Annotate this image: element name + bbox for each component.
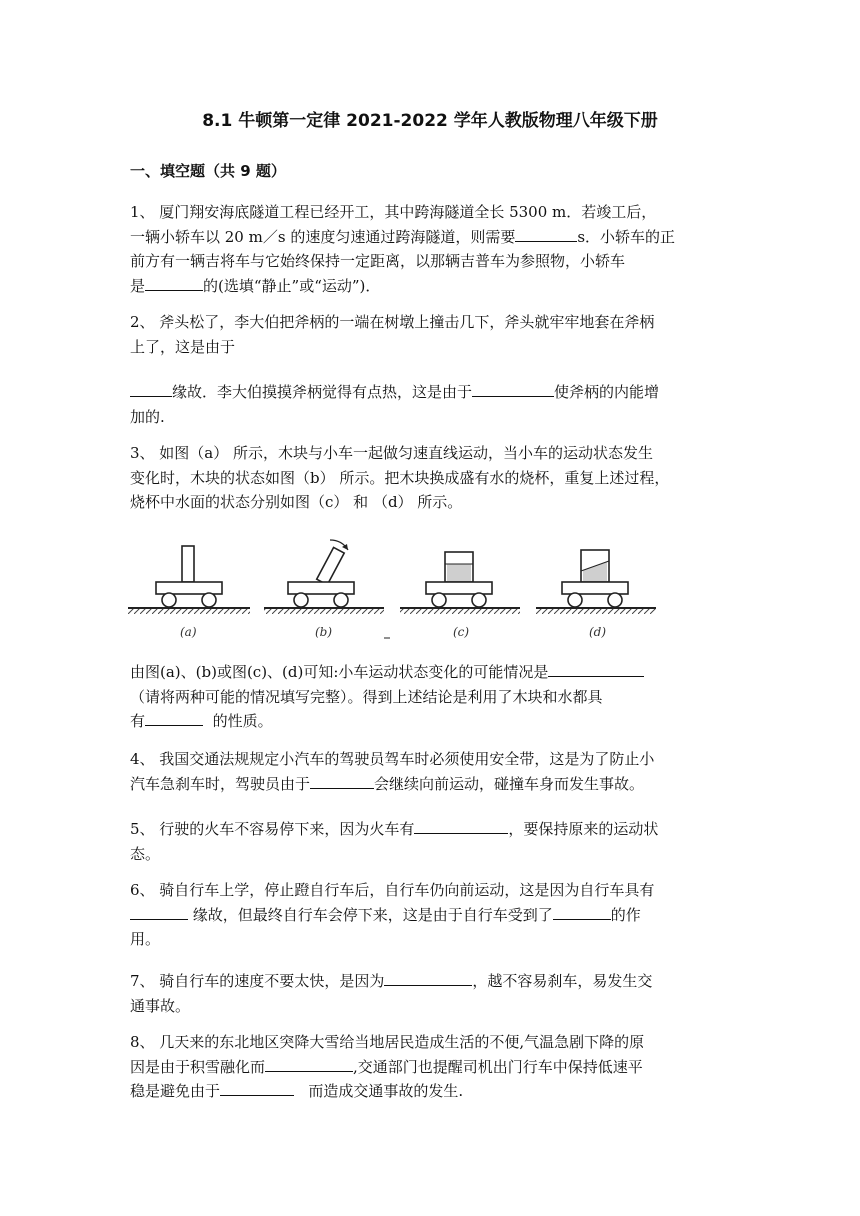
answer-blank[interactable]	[220, 1079, 294, 1096]
figure-b	[264, 540, 390, 639]
answer-blank[interactable]	[472, 380, 554, 397]
answer-blank[interactable]	[265, 1055, 353, 1072]
question-2: 2、 斧头松了，李大伯把斧柄的一端在树墩上撞击几下，斧头就牢牢地套在斧柄 上了，这是由于	[130, 313, 655, 356]
figure-d	[536, 550, 656, 639]
question-3: 3、 如图（a） 所示，木块与小车一起做匀速直线运动，当小车的运动状态发生 变化时，木块的状态如图（b） 所示。把木块换成盛有水的烧杯，重复上述过程， 烧杯中水面的状态分别如图（c） 和 （d） 所示。	[130, 444, 670, 511]
figure-caption: (d)	[589, 625, 607, 639]
cart-diagram	[128, 530, 656, 648]
question-6: 6、 骑自行车上学，停止蹬自行车后，自行车仍向前运动，这是因为自行车具有 缘故，但最终自行车会停下来，这是由于自行车受到了 的作 用。	[130, 881, 655, 948]
answer-blank[interactable]	[553, 903, 611, 920]
answer-blank[interactable]	[130, 903, 188, 920]
answer-blank[interactable]	[310, 772, 374, 789]
question-7: 7、 骑自行车的速度不要太快，是因为 ，越不容易刹车，易发生交 通事故。	[130, 969, 730, 1018]
figure-c	[400, 552, 520, 639]
figure-caption: (b)	[315, 625, 333, 639]
answer-blank[interactable]	[384, 969, 472, 986]
figure-caption: (a)	[180, 625, 197, 639]
question-3-fill: 由图(a)、(b)或图(c)、(d)可知:小车运动状态变化的可能情况是 （请将两种可能的情况填写完整）。得到上述结论是利用了木块和水都具 有 的性质。	[130, 660, 730, 734]
answer-blank[interactable]	[414, 817, 508, 834]
question-4: 4、 我国交通法规规定小汽车的驾驶员驾车时必须使用安全带，这是为了防止小 汽车急刹车时，驾驶员由于 会继续向前运动，碰撞车身而发生事故。	[130, 750, 655, 793]
document-title: 8.1 牛顿第一定律 2021-2022 学年人教版物理八年级下册	[202, 111, 658, 131]
question-8: 8、 几天来的东北地区突降大雪给当地居民造成生活的不便,气温急剧下降的原 因是由于积雪融化而 ,交通部门也提醒司机出门行车中保持低速平 稳是避免由于 而造成交通事故的发生.	[130, 1033, 645, 1100]
answer-blank[interactable]	[515, 225, 577, 242]
answer-blank[interactable]	[548, 660, 644, 677]
section-heading: 一、填空题（共 9 题）	[130, 162, 286, 180]
question-1: 1、 厦门翔安海底隧道工程已经开工，其中跨海隧道全长 5300 m．若竣工后， 一辆小轿车以 20 m／s 的速度匀速通过跨海隧道，则需要 s．小轿车的正 前方有一辆吉将车与它始终保持一定距离，以那辆吉普车为参照物，小轿车 是 的(选填“静止”或“运动”)．	[130, 203, 676, 295]
answer-blank[interactable]	[145, 274, 203, 291]
question-5: 5、 行驶的火车不容易停下来，因为火车有 ，要保持原来的运动状 态。	[130, 817, 730, 866]
figure-caption: (c)	[453, 625, 470, 639]
figure-a	[128, 546, 250, 639]
question-2-cont: 缘故．李大伯摸摸斧柄觉得有点热，这是由于 使斧柄的内能增 加的.	[130, 380, 730, 429]
answer-blank[interactable]	[130, 380, 172, 397]
answer-blank[interactable]	[145, 709, 203, 726]
